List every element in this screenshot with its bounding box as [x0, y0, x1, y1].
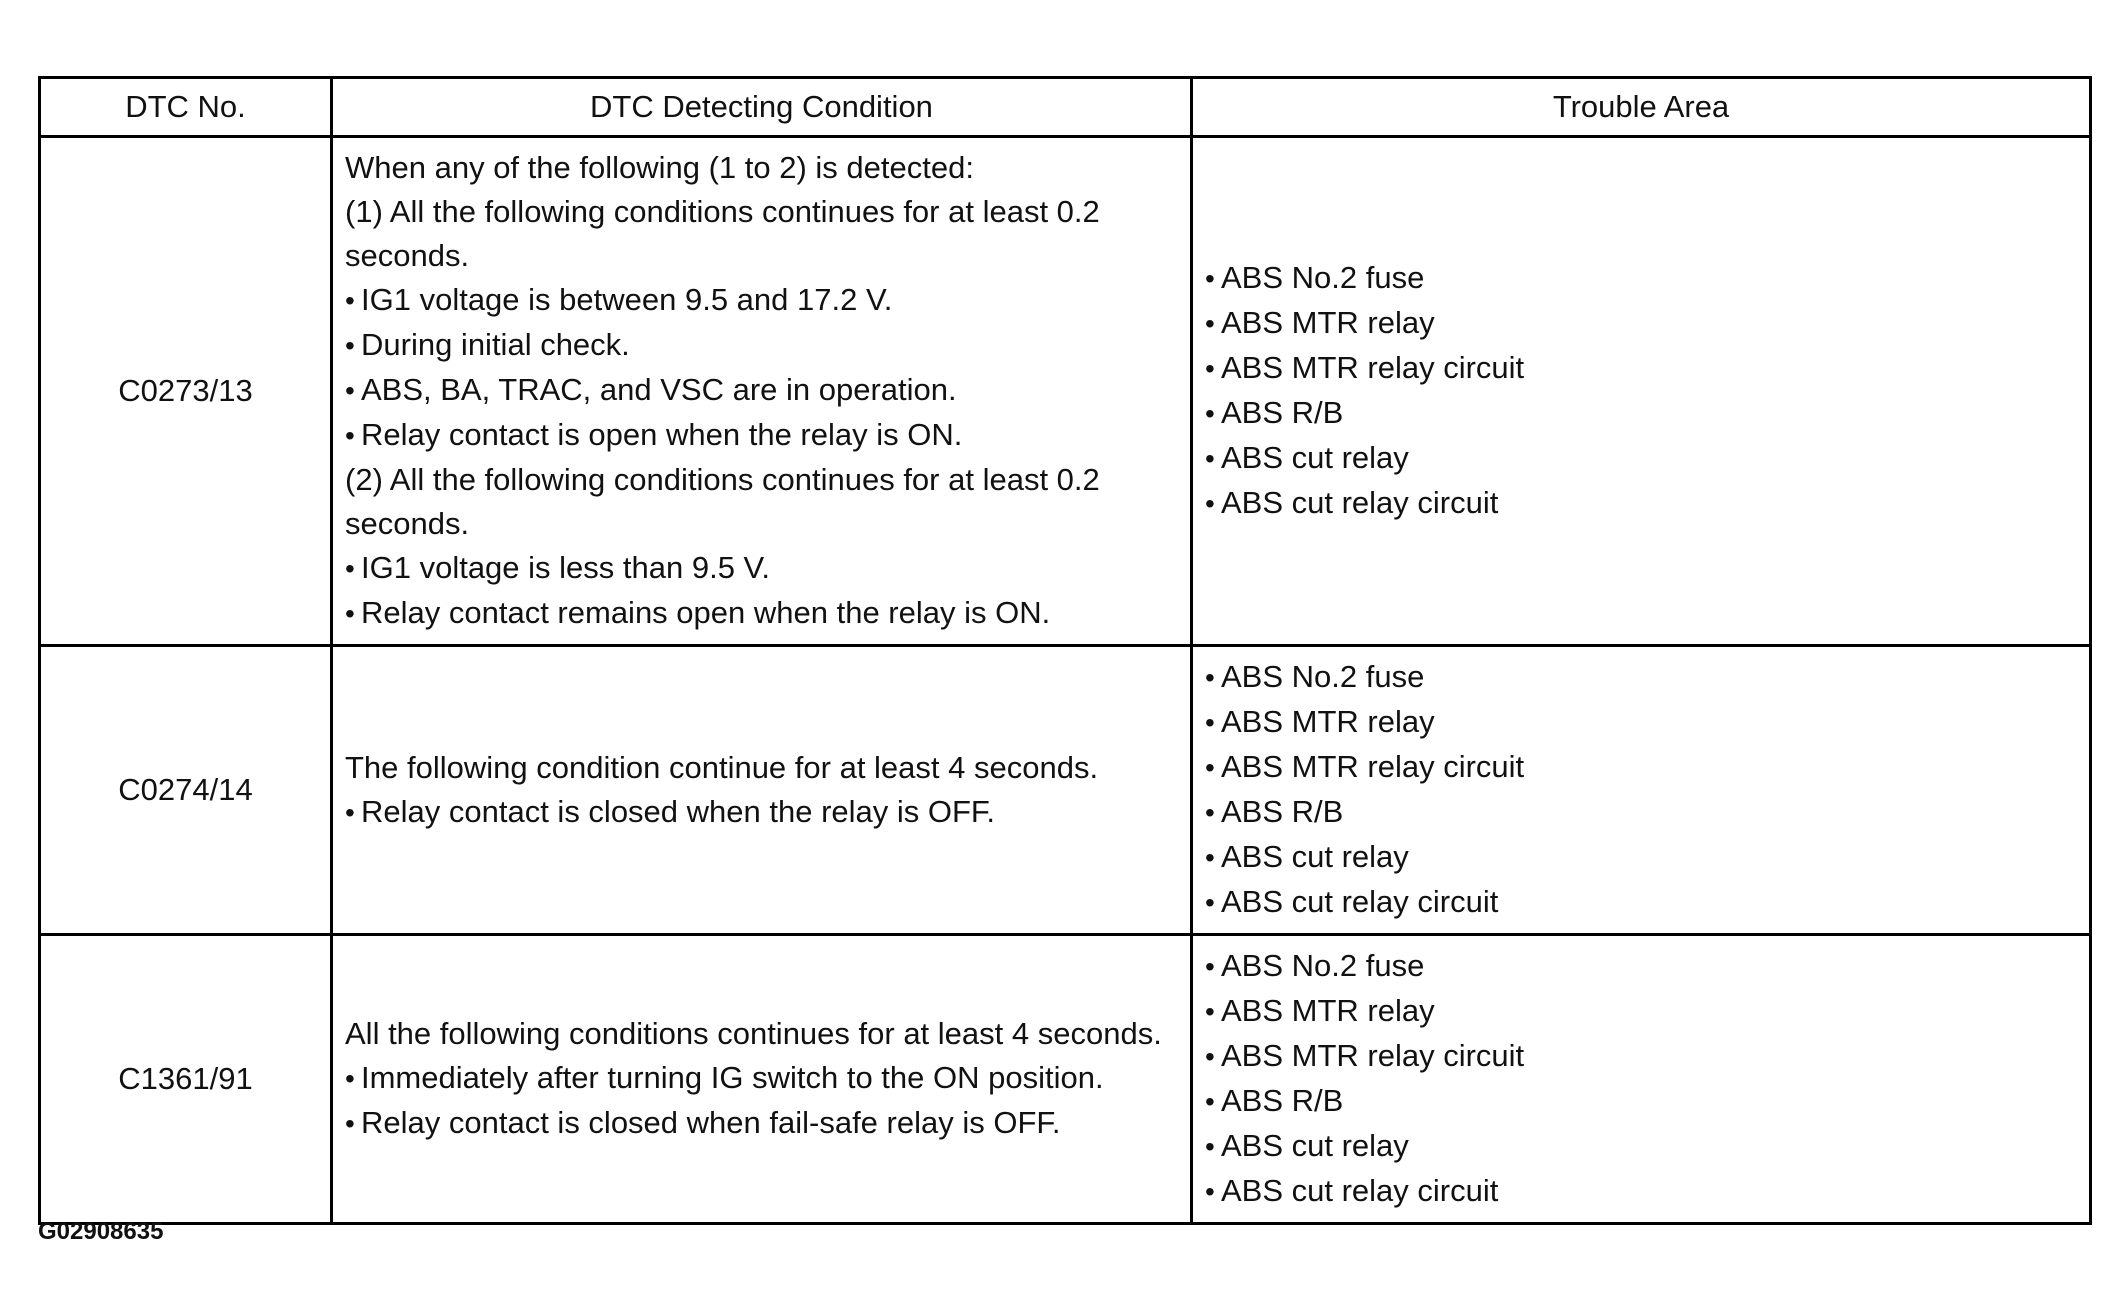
condition-bullet: • IG1 voltage is between 9.5 and 17.2 V. [345, 278, 1178, 323]
trouble-area-item: • ABS MTR relay circuit [1205, 745, 2077, 790]
condition-bullet: • During initial check. [345, 323, 1178, 368]
condition-bullet: • ABS, BA, TRAC, and VSC are in operation. [345, 368, 1178, 413]
trouble-area-item: • ABS MTR relay [1205, 700, 2077, 745]
trouble-area-item: • ABS cut relay [1205, 1124, 2077, 1169]
trouble-area-item: • ABS cut relay circuit [1205, 1169, 2077, 1214]
trouble-area-item: • ABS cut relay circuit [1205, 481, 2077, 526]
header-trouble-area: Trouble Area [1192, 78, 2091, 137]
condition-line: All the following conditions continues for at least 4 seconds. [345, 1016, 1162, 1051]
trouble-area-item: • ABS MTR relay [1205, 989, 2077, 1034]
condition-line: seconds. [345, 238, 470, 273]
condition-line: (1) All the following conditions continues for at least 0.2 [345, 194, 1100, 229]
condition-bullet: • Relay contact is closed when the relay is OFF. [345, 790, 1178, 835]
condition-line: The following condition continue for at least 4 seconds. [345, 749, 1099, 785]
condition-bullet: • Relay contact remains open when the relay is ON. [345, 591, 1178, 636]
table-row [40, 935, 2091, 1224]
trouble-area-item: • ABS cut relay circuit [1205, 880, 2077, 925]
dtc-table [38, 76, 2092, 1225]
trouble-area-item: • ABS MTR relay circuit [1205, 1034, 2077, 1079]
condition-line: When any of the following (1 to 2) is detected: [345, 150, 974, 185]
trouble-area-item: • ABS MTR relay circuit [1205, 346, 2077, 391]
dtc-number: C1361/91 [40, 935, 332, 1224]
condition-line: seconds. [345, 506, 470, 541]
trouble-area [1192, 935, 2091, 1224]
condition-bullet: • Relay contact is open when the relay is ON. [345, 413, 1178, 458]
trouble-area-item: • ABS No.2 fuse [1205, 944, 2077, 989]
header-dtc-no: DTC No. [40, 78, 332, 137]
trouble-area-item: • ABS No.2 fuse [1205, 256, 2077, 301]
trouble-area-item: • ABS R/B [1205, 391, 2077, 436]
condition-line: (2) All the following conditions continues for at least 0.2 [345, 462, 1100, 497]
detecting-condition [332, 137, 1192, 646]
condition-bullet: • Immediately after turning IG switch to the ON position. [345, 1056, 1178, 1101]
trouble-area-item: • ABS cut relay [1205, 436, 2077, 481]
condition-bullet: • Relay contact is closed when fail-safe relay is OFF. [345, 1101, 1178, 1146]
table-row [40, 137, 2091, 646]
trouble-area [1192, 646, 2091, 935]
trouble-area-item: • ABS cut relay [1205, 835, 2077, 880]
dtc-number: C0273/13 [40, 137, 332, 646]
header-detecting-condition: DTC Detecting Condition [332, 78, 1192, 137]
trouble-area [1192, 137, 2091, 646]
condition-bullet: • IG1 voltage is less than 9.5 V. [345, 546, 1178, 591]
figure-id: G02908635 [38, 1218, 164, 1245]
dtc-number: C0274/14 [40, 646, 332, 935]
trouble-area-item: • ABS R/B [1205, 1079, 2077, 1124]
detecting-condition [332, 646, 1192, 935]
table-row [40, 646, 2091, 935]
trouble-area-item: • ABS MTR relay [1205, 301, 2077, 346]
trouble-area-item: • ABS No.2 fuse [1205, 655, 2077, 700]
detecting-condition [332, 935, 1192, 1224]
trouble-area-item: • ABS R/B [1205, 790, 2077, 835]
header-row [40, 78, 2091, 137]
